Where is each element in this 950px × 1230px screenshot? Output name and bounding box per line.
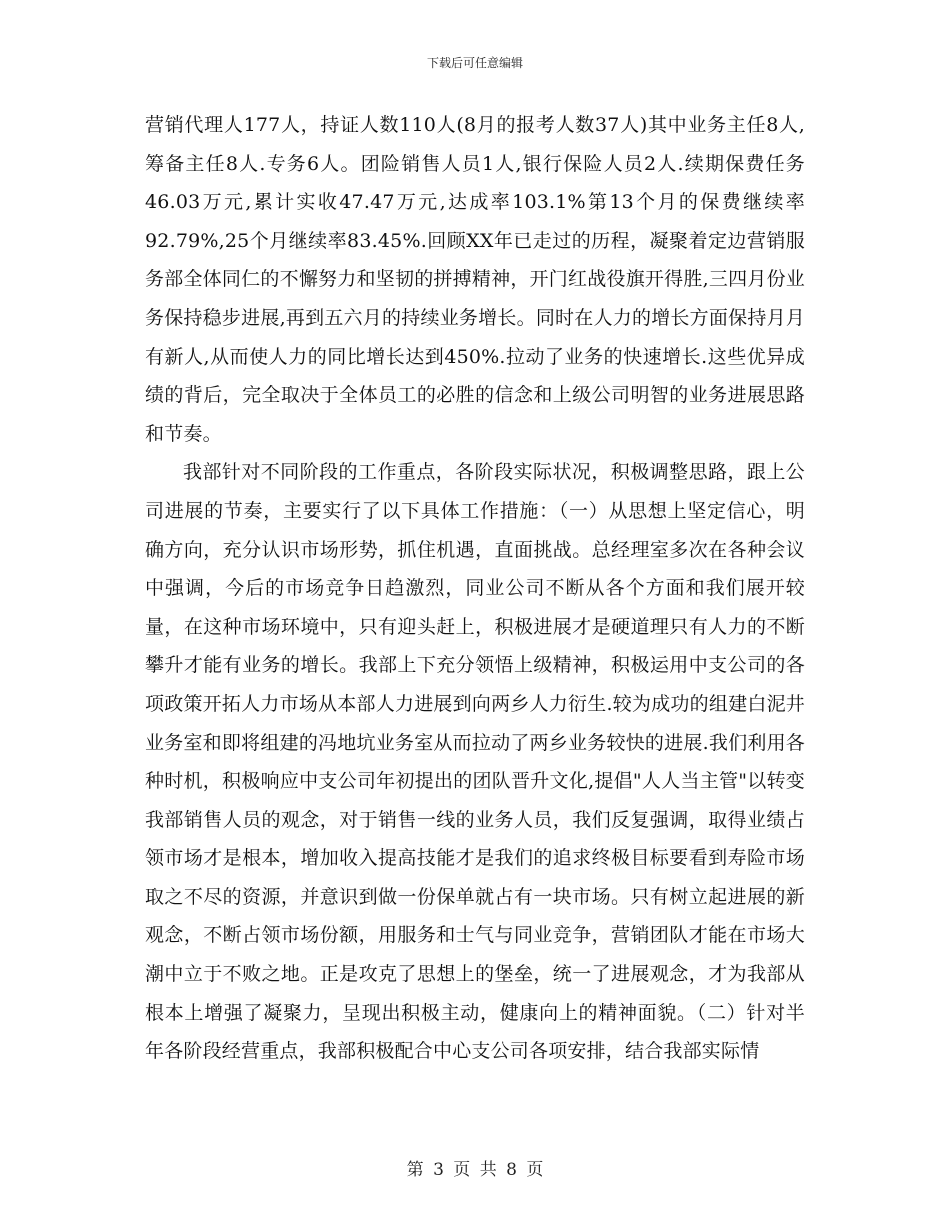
paragraph-1: 营销代理人177人，持证人数110人(8月的报考人数37人)其中业务主任8人,筹备主任8人.专务6人。团险销售人员1人,银行保险人员2人.续期保费任务46.03万元,累计实收47.47万元,达成率103.1%第13个月的保费继续率92.79%,25个月继续率83.45%.回顾XX年已走过的历程，凝聚着定边营销服务部全体同仁的不懈努力和坚韧的拼搏精神，开门红战役旗开得胜,三四月份业务保持稳步进展,再到五六月的持续业务增长。同时在人力的增长方面保持月月有新人,从而使人力的同比增长达到450%.拉动了业务的快速增长.这些优异成绩的背后，完全取决于全体员工的必胜的信念和上级公司明智的业务进展思路和节奏。 xyxy=(145,114,805,445)
paragraph-2: 我部针对不同阶段的工作重点，各阶段实际状况，积极调整思路，跟上公司进展的节奏，主要实行了以下具体工作措施：（一）从思想上坚定信心，明确方向，充分认识市场形势，抓住机遇，直面挑战。总经理室多次在各种会议中强调，今后的市场竞争日趋激烈，同业公司不断从各个方面和我们展开较量，在这种市场环境中，只有迎头赶上，积极进展才是硬道理只有人力的不断攀升才能有业务的增长。我部上下充分领悟上级精神，积极运用中支公司的各项政策开拓人力市场从本部人力进展到向两乡人力衍生.较为成功的组建白泥井业务室和即将组建的冯地坑业务室从而拉动了两乡业务较快的进展.我们利用各种时机，积极响应中支公司年初提出的团队晋升文化,提倡"人人当主管"以转变我部销售人员的观念，对于销售一线的业务人员，我们反复强调，取得业绩占领市场才是根本，增加收入提高技能才是我们的追求终极目标要看到寿险市场取之不尽的资源，并意识到做一份保单就占有一块市场。只有树立起进展的新观念，不断占领市场份额，用服务和士气与同业竞争，营销团队才能在市场大潮中立于不败之地。正是攻克了思想上的堡垒，统一了进展观念，才为我部从根本上增强了凝聚力，呈现出积极主动，健康向上的精神面貌。（二）针对半年各阶段经营重点，我部积极配合中心支公司各项安排，结合我部实际情 xyxy=(145,461,805,1063)
page-header-note: 下载后可任意编辑 xyxy=(426,56,523,70)
document-body xyxy=(145,106,805,1071)
page-number-footer: 第 3 页 共 8 页 xyxy=(406,1160,544,1180)
